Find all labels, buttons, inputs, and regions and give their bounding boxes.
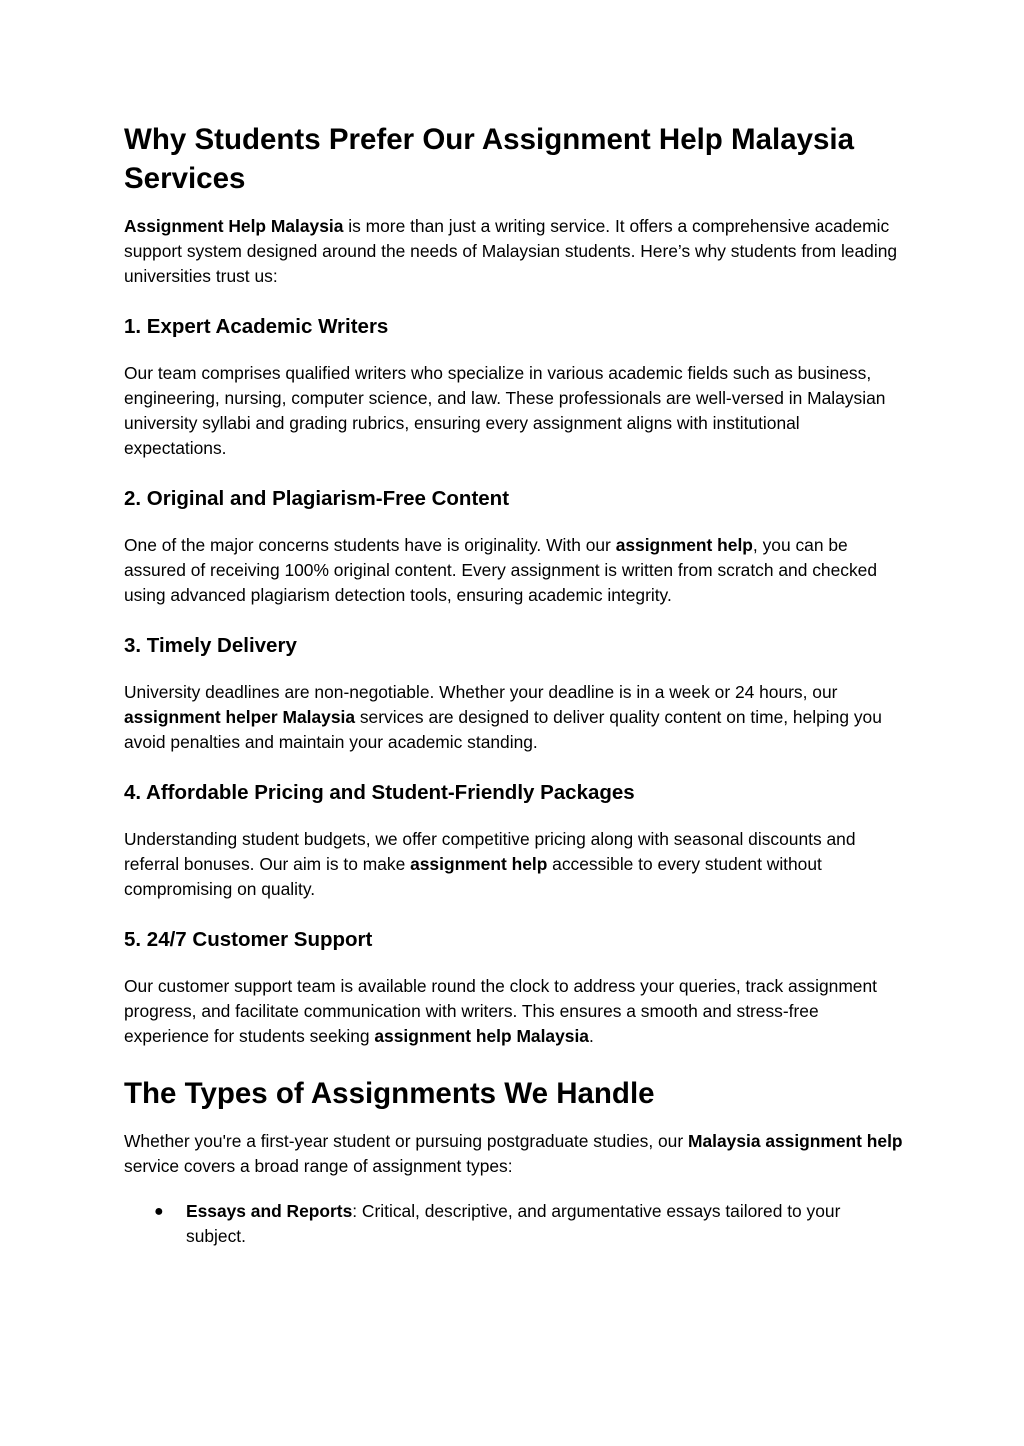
- section-heading-expert-writers: 1. Expert Academic Writers: [124, 315, 389, 338]
- text-span: Understanding student budgets, we offer competitive pricing along with seasonal discounts and referral bonuses. Our aim is to make: [124, 829, 856, 874]
- bold-text: Malaysia assignment help: [687, 1131, 903, 1151]
- section-heading-original-content: 2. Original and Plagiarism-Free Content: [124, 487, 510, 510]
- section-paragraph-timely-delivery: [124, 680, 904, 755]
- assignment-types-list: [124, 1199, 904, 1249]
- bold-text: Assignment Help Malaysia: [124, 216, 344, 236]
- text-span: Whether you're a first-year student or pursuing postgraduate studies, our: [124, 1131, 688, 1151]
- text-span: service covers a broad range of assignment types:: [124, 1156, 513, 1176]
- section-heading-affordable-pricing: 4. Affordable Pricing and Student-Friendly Packages: [124, 781, 635, 804]
- text-span: University deadlines are non-negotiable. Whether your deadline is in a week or 24 hours, our: [124, 682, 838, 702]
- section-title-assignment-types: The Types of Assignments We Handle: [124, 1077, 655, 1110]
- section-paragraph-customer-support: [124, 974, 904, 1049]
- text-span: One of the major concerns students have is originality. With our: [124, 535, 616, 555]
- section-heading-timely-delivery: 3. Timely Delivery: [124, 634, 297, 657]
- bullet-icon: ●: [154, 1203, 164, 1220]
- text-span: , you can be assured of receiving 100% original content. Every assignment is written from scratch and checked using advanced plagiarism detection tools, ensuring academic integrity.: [124, 535, 877, 605]
- text-span: is more than just a writing service. It offers a comprehensive academic support system designed around the needs of Malaysian students. Here’s why students from leading universities trust us:: [124, 216, 898, 286]
- list-item: [124, 1199, 904, 1249]
- text-span: services are designed to deliver quality content on time, helping you avoid penalties and maintain your academic standing.: [124, 707, 882, 752]
- bold-text: assignment help: [410, 854, 548, 874]
- bold-text: Essays and Reports: [186, 1201, 353, 1221]
- text-span: .: [588, 1026, 594, 1046]
- document-page: [124, 120, 904, 1249]
- bold-text: assignment helper Malaysia: [124, 707, 356, 727]
- page-title: Why Students Prefer Our Assignment Help Malaysia Services: [124, 123, 855, 195]
- text-span: accessible to every student without compromising on quality.: [124, 854, 822, 899]
- text-span: : Critical, descriptive, and argumentative essays tailored to your subject.: [186, 1201, 841, 1246]
- text-span: Our team comprises qualified writers who specialize in various academic fields such as business, engineering, nursing, computer science, and law. These professionals are well-versed in Malaysian university syllabi and grading rubrics, ensuring every assignment aligns with institutional expectations.: [124, 363, 886, 458]
- intro-paragraph: [124, 214, 904, 289]
- section-heading-customer-support: 5. 24/7 Customer Support: [124, 928, 373, 951]
- section-paragraph-expert-writers: [124, 361, 904, 461]
- section-paragraph-affordable-pricing: [124, 827, 904, 902]
- section-paragraph-original-content: [124, 533, 904, 608]
- types-intro-paragraph: [124, 1129, 904, 1179]
- bold-text: assignment help: [615, 535, 753, 555]
- bold-text: assignment help Malaysia: [374, 1026, 589, 1046]
- text-span: Our customer support team is available round the clock to address your queries, track assignment progress, and facilitate communication with writers. This ensures a smooth and stress-free experience for students seeking: [124, 976, 877, 1046]
